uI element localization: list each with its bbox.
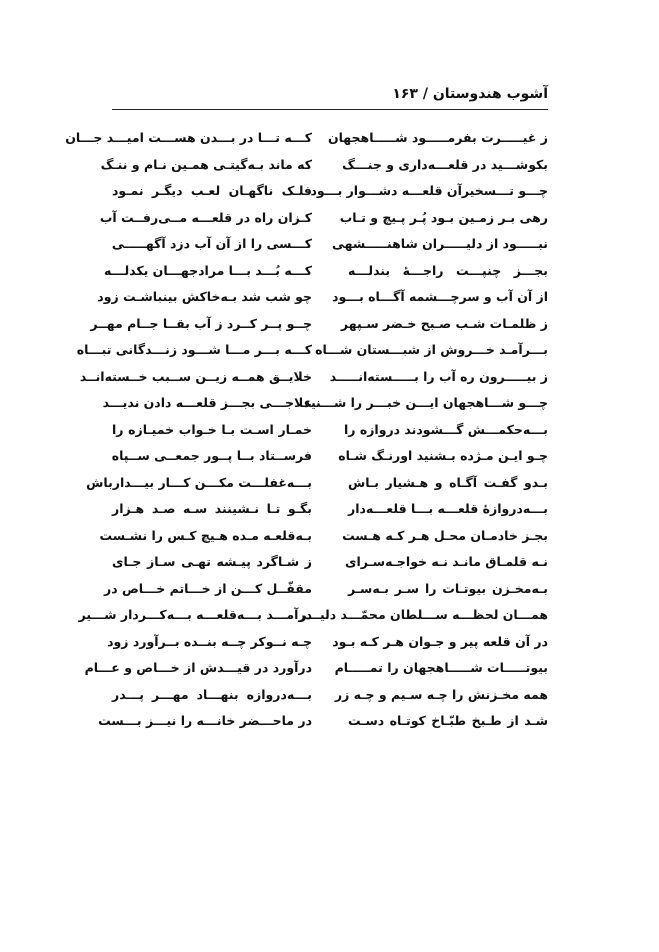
- hemistich-right: از آن آب و سرچـــشمه آگـــاه بـــود: [332, 289, 548, 304]
- hemistich-right: ز ظلمـات شـب صـبح خـضر سـپهر: [340, 315, 548, 331]
- verse-row: [112, 234, 548, 261]
- hemistich-right: بـــه‌حکمـــش گـــشودند دروازه را: [344, 421, 548, 437]
- page-header: [112, 80, 548, 108]
- verse-row: [102, 393, 548, 420]
- hemistich-right: همه مخـزنش را چـه سـیم و چـه زر: [334, 686, 548, 702]
- poem-body: [65, 128, 548, 738]
- hemistich-right: بـــه‌دروازهٔ قلعـــه بـــا قلعـــه‌دار: [348, 501, 548, 516]
- verse-row: [98, 711, 548, 738]
- hemistich-left: بـــه‌غفلـــت مکـــن کـــار بیـــدارباش: [86, 474, 312, 490]
- hemistich-left: بـه‌قلعـه مـده هـیچ کـس را نشـست: [99, 527, 312, 543]
- hemistich-right: همـــان لحظـــه ســـلطان محمّـــد دلیـــر: [299, 607, 548, 622]
- verse-row: [107, 632, 548, 659]
- hemistich-right: در آن قلعه پیر و جـوان هـر کـه بـود: [332, 633, 548, 649]
- hemistich-right: شـد از طـبخ طبّـاخ کوتـاه دسـت: [348, 713, 548, 728]
- hemistich-left: فرســتاد بــا پــور جمعــی ســپاه: [111, 448, 312, 463]
- verse-row: [90, 314, 548, 341]
- verse-row: [79, 367, 548, 394]
- verse-row: [99, 208, 548, 235]
- hemistich-left: کـــه بُـــد بـــا مرادجهـــان یکدلـــه: [104, 262, 312, 278]
- hemistich-right: نـه قلمـاق مانـد نـه خواجـه‌سـرای: [344, 554, 548, 569]
- verse-row: [97, 287, 548, 314]
- hemistich-left: بـــه‌دروازه بنهـــاد مهـــر پـــدر: [112, 686, 312, 702]
- hemistich-left: ز شـاگرد پیـشه تهـی سـاز جـای: [112, 554, 312, 569]
- hemistich-right: رهی بـر زمـین بـود پُـر پـیچ و تـاب: [339, 209, 548, 225]
- hemistich-left: چــو پــر کــرد ز آب بقــا جــام مهــر: [90, 315, 312, 331]
- hemistich-right: بکوشـــید در قلعـــه‌داری و جنـــگ: [342, 156, 548, 172]
- verse-row: [112, 446, 548, 473]
- verse-row: [86, 473, 548, 500]
- hemistich-right: بـدو گفـت آگـاه و هـشیار بـاش: [348, 474, 548, 490]
- hemistich-left: چو شب شد بـه‌خاکش بینباشـت زود: [97, 289, 312, 304]
- verse-row: [76, 340, 548, 367]
- verse-row: [84, 658, 548, 685]
- verse-row: [112, 181, 548, 208]
- hemistich-left: کـــه بـــر مـــا شـــود زنـــدگانی تبـــاه: [76, 342, 312, 357]
- hemistich-right: چـــو تـــسخیرآن قلعـــه دشـــوار بـــود: [310, 183, 548, 198]
- verse-row: [112, 420, 548, 447]
- verse-row: [104, 261, 548, 288]
- hemistich-left: کـــسی را از آن آب دزد آگهـــــی: [111, 236, 312, 251]
- hemistich-right: بـه‌مخـزن بیوتـات را سـر بـه‌سـر: [348, 580, 548, 596]
- hemistich-right: ز غیـــــرت بفرمـــــود شـــــاهجهان: [327, 130, 548, 145]
- hemistich-right: چـو ایـن مـژده بـشنید اورنـگ شـاه: [338, 448, 548, 463]
- hemistich-left: کـــه تـــا در بـــدن هســـت امیـــد جـــان: [65, 130, 312, 145]
- hemistich-left: درآمـــد بـــه‌قلعـــه بـــه‌کـــردار شـــیر: [78, 607, 312, 622]
- header-rule: [112, 109, 548, 110]
- hemistich-right: چـــو شـــاهجهان ایـــن خبـــر را شـــنید: [303, 395, 548, 410]
- hemistich-left: کـزان راه در قلعـــه مــی‌رفــت آب: [99, 209, 312, 225]
- hemistich-left: خمـار اسـت بـا خـواب خمیـازه را: [112, 421, 312, 437]
- verse-row: [112, 552, 548, 579]
- verse-row: [78, 605, 548, 632]
- hemistich-left: در ماحـــضر خانـــه را نیـــز بـــست: [98, 713, 312, 728]
- verse-row: [65, 128, 548, 155]
- hemistich-right: ز بیـــــرون ره آب را بـــــسته‌انـــــد: [329, 368, 548, 384]
- hemistich-left: خلایــق همــه زیــن ســبب خــسته‌انــد: [79, 368, 312, 384]
- hemistich-left: چـه نــوکر چــه بنــده بــرآورد زود: [107, 633, 312, 649]
- hemistich-right: بیوتـــــات شـــــاهجهان را تمـــــام: [334, 660, 548, 675]
- hemistich-left: مقفّــل کـــن از خـــاتم خـــاص در: [104, 580, 312, 596]
- hemistich-left: فلـک ناگهـان لعـب دیگـر نمـود: [112, 183, 312, 198]
- hemistich-left: که ماند بـه‌گیتـی همـین نـام و ننـگ: [100, 156, 312, 172]
- verse-row: [100, 155, 548, 182]
- hemistich-right: بـــرآمـد خـــروش از شبـــستان شـــاه: [315, 342, 548, 357]
- hemistich-left: درآورد در قیـــدش از خـــاص و عـــام: [84, 660, 312, 675]
- hemistich-right: نبـــــود از دلیـــــران شاهنـــــشهی: [332, 236, 548, 251]
- running-title: آشوب هندوستان / ۱۶۳: [392, 86, 548, 102]
- verse-row: [99, 526, 548, 553]
- hemistich-right: بجـــز چنپـــت راجـــهٔ بندلـــه: [348, 262, 548, 278]
- verse-row: [112, 685, 548, 712]
- verse-row: [112, 499, 548, 526]
- hemistich-left: بگـو تـا نـشینند سـه صـد هـزار: [112, 501, 312, 516]
- verse-row: [104, 579, 548, 606]
- hemistich-left: علاجـــی بجـــز قلعـــه دادن ندیـــد: [102, 395, 312, 410]
- hemistich-right: بجـز خادمـان محـل هـر کـه هـست: [342, 527, 548, 543]
